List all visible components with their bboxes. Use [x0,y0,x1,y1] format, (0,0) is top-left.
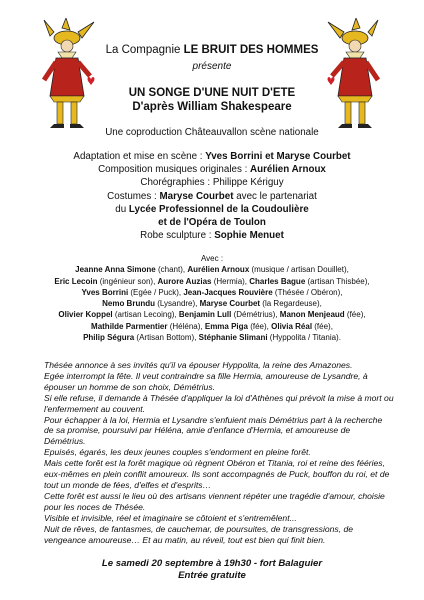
company-name: LE BRUIT DES HOMMES [183,44,319,56]
event-info [0,558,424,582]
synopsis-paragraph: Pour échapper à la loi, Hermia et Lysandre s'enfuient mais Démétrius part à la recherche de sa promise, poursuivi par Héléna, amie d'enfance d'Hermia, et amoureuse de Démétrius. [44,414,383,447]
cast-line: Eric Lecoin (ingénieur son), Aurore Auzias (Hermia), Charles Bague (artisan Thisbée), [54,276,370,286]
cast-line: Mathilde Parmentier (Héléna), Emma Piga (fée), Olivia Réal (fée), [91,321,333,331]
cast-line: Olivier Koppel (artisan Lecoing), Benjamin Lull (Démétrius), Manon Menjeaud (fée), [58,310,366,320]
credit-robe: Robe sculpture : Sophie Menuet [140,230,284,242]
presente-label: présente [192,61,232,72]
credit-adaptation: Adaptation et mise en scène : Yves Borrini et Maryse Courbet [73,151,351,162]
cast-label: Avec : [200,254,224,263]
synopsis-paragraph: Visible et invisible, réel et imaginaire se côtoient et s'entremêlent... [44,512,297,523]
coproduction-line: Une coproduction Châteauvallon scène nationale [105,127,319,138]
synopsis-paragraph: Thésée annonce à ses invités qu'il va épouser Hyppolita, la reine des Amazones. [44,360,353,370]
credit-lycee: du Lycée Professionnel de la Coudoulière [115,203,309,215]
cast-line: Nemo Brundu (Lysandre), Maryse Courbet (la Regardeuse), [102,299,322,309]
credit-music: Composition musiques originales : Aurélien Arnoux [98,164,326,176]
credits-block [0,150,424,242]
credit-opera: et de l'Opéra de Toulon [158,217,266,229]
synopsis-paragraph: Mais cette forêt est la forêt magique où règnent Obéron et Titania, roi et reine des fééries, eux-mêmes en plein conflit amoureux. Ils sont accompagnés de Puck, bouffon du roi, et de tout un monde de fées, d'elfes et d'esprits… [44,458,390,490]
cast-block [0,253,424,343]
cast-line: Philip Ségura (Artisan Bottom), Stéphanie Slimani (Hyppolita / Titania). [83,333,341,343]
event-entry: Entrée gratuite [178,570,246,581]
play-title [0,86,424,114]
synopsis-paragraph: Nuit de rêves, de fantasmes, de cauchemar, de poursuites, de transgressions, de vengeance amoureuse… Et au matin, au réveil, tout est bien qui finit bien. [44,523,354,545]
cast-line: Yves Borrini (Egée / Puck), Jean-Jacques Rouvière (Thésée / Obéron), [81,287,343,297]
company-line [0,44,424,56]
credit-costumes: Costumes : Maryse Courbet avec le partenariat [107,190,317,202]
synopsis [44,360,394,545]
synopsis-paragraph: Egée interrompt la fête. Il veut contraindre sa fille Hermia, amoureuse de Lysandre, à épouser un homme de son choix, Démétrius. [44,370,368,392]
synopsis-paragraph: Si elle refuse, il demande à Thésée d'appliquer la loi d'Athènes qui prévoit la mise à mort ou l'enfermement au couvent. [44,392,394,414]
synopsis-paragraph: Cette forêt est aussi le lieu où des artisans viennent répéter une tragédie d'amour, choisie pour les noces de Thésée. [44,490,385,512]
title-line-2: D'après William Shakespeare [132,101,292,113]
company-prefix: La Compagnie [105,44,184,56]
synopsis-paragraph: Epuisés, égarés, les deux jeunes couples s'endorment en pleine forêt. [44,447,311,458]
title-line-1: UN SONGE D'UNE NUIT D'ETE [128,87,296,99]
event-date: Le samedi 20 septembre à 19h30 - fort Balaguier [101,558,323,569]
cast-line: Jeanne Anna Simone (chant), Aurélien Arnoux (musique / artisan Douillet), [75,265,349,275]
credit-choreography: Chorégraphies : Philippe Kériguy [140,177,284,189]
